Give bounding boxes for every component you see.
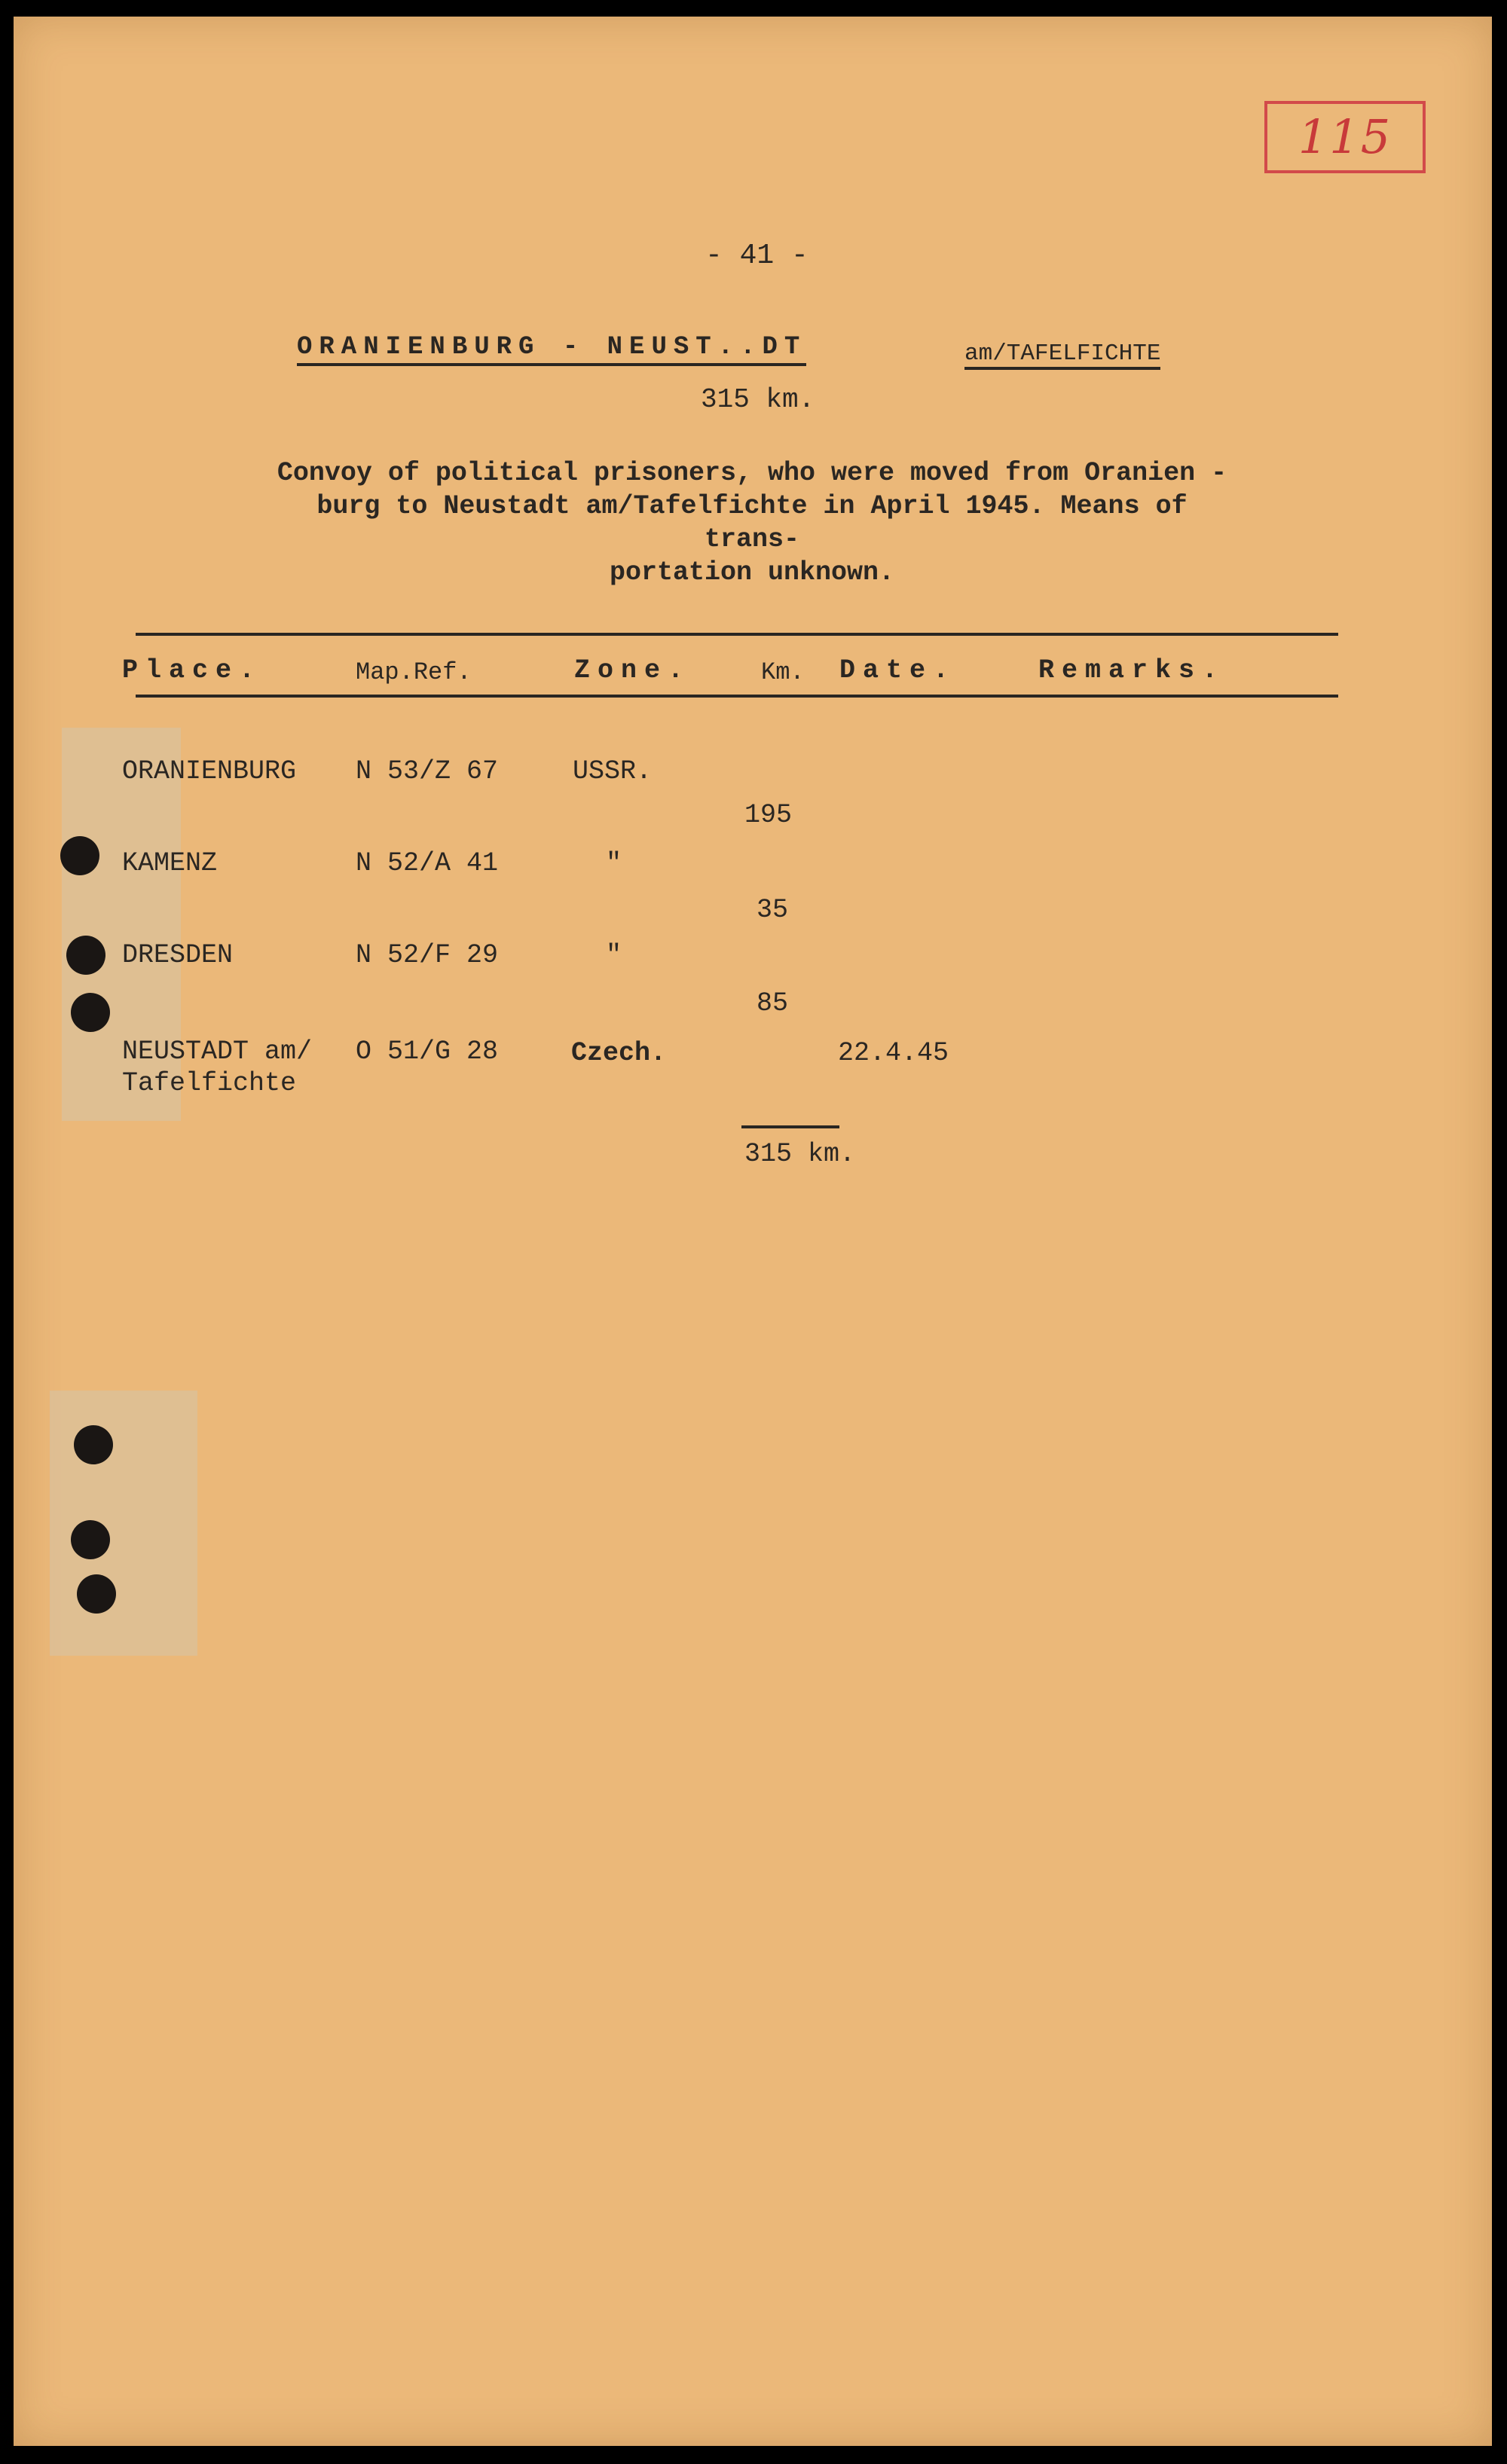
zone-cell: USSR. — [573, 756, 653, 786]
page-number: - 41 - — [705, 240, 809, 272]
total-distance: 315 km. — [701, 384, 815, 415]
place-cell: KAMENZ — [122, 848, 218, 878]
table-top-rule — [136, 633, 1338, 636]
punch-hole — [77, 1574, 116, 1614]
route-title: ORANIENBURG - NEUST..DT — [297, 333, 806, 366]
segment-km: 35 — [757, 895, 789, 925]
map-ref-cell: O 51/G 28 — [356, 1037, 499, 1067]
archive-stamp: 115 — [1264, 101, 1426, 173]
header-place: Place. — [122, 655, 263, 685]
header-zone: Zone. — [574, 655, 692, 685]
description-line: burg to Neustadt am/Tafelfichte in April 1945. Means of trans- — [316, 491, 1188, 554]
date-cell: 22.4.45 — [838, 1038, 949, 1068]
description-line: Convoy of political prisoners, who were moved from Oranien - — [277, 458, 1227, 488]
punch-hole — [60, 836, 99, 875]
header-km: Km. — [761, 658, 805, 686]
total-km: 315 km. — [744, 1139, 856, 1169]
map-ref-cell: N 53/Z 67 — [356, 756, 499, 786]
segment-km: 195 — [744, 800, 793, 830]
segment-km: 85 — [757, 988, 789, 1018]
binding-tape — [50, 1391, 197, 1656]
zone-cell: " — [606, 940, 622, 970]
punch-hole — [71, 993, 110, 1032]
zone-cell: Czech. — [571, 1038, 667, 1068]
map-ref-cell: N 52/A 41 — [356, 848, 499, 878]
punch-hole — [74, 1425, 113, 1464]
punch-hole — [66, 936, 105, 975]
place-cell-line2: Tafelfichte — [122, 1068, 297, 1098]
place-cell: ORANIENBURG — [122, 756, 297, 786]
total-rule — [741, 1125, 839, 1128]
punch-hole — [71, 1520, 110, 1559]
document-page — [14, 17, 1492, 2446]
route-title-suffix: am/TAFELFICHTE — [964, 340, 1160, 370]
header-map-ref: Map.Ref. — [356, 658, 472, 686]
header-remarks: Remarks. — [1038, 655, 1226, 685]
map-ref-cell: N 52/F 29 — [356, 940, 499, 970]
table-header-rule — [136, 695, 1338, 698]
place-cell: DRESDEN — [122, 940, 234, 970]
place-cell: NEUSTADT am/ — [122, 1037, 313, 1067]
zone-cell: " — [606, 848, 622, 878]
description-line: portation unknown. — [609, 557, 895, 588]
header-date: Date. — [839, 655, 957, 685]
description — [262, 456, 1242, 589]
